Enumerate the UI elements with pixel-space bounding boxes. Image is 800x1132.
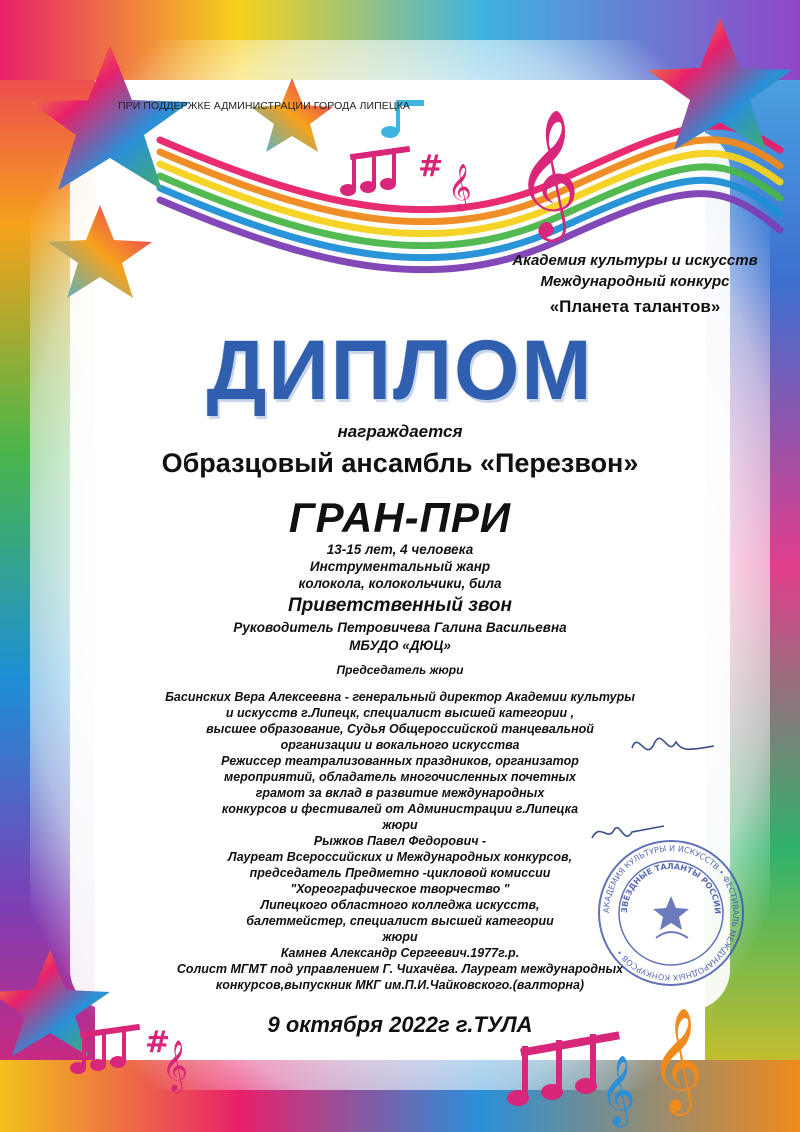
jury-line: Рыжков Павел Федорович - — [313, 834, 487, 848]
treble-clef-icon: 𝄞 — [650, 1007, 704, 1112]
jury-line: Камнев Александр Сергеевич.1977г.р. — [280, 946, 520, 960]
detail-line: Инструментальный жанр — [309, 559, 491, 574]
jury-line: организации и вокального искусства — [280, 738, 520, 752]
piece-title: Приветственный звон — [288, 595, 512, 616]
contest-name: «Планета талантов» — [549, 297, 721, 316]
stamp-emblem-icon — [653, 896, 689, 938]
jury-line: и искусств г.Липецк, специалист высшей категории , — [225, 706, 575, 720]
organizer-academy: Академия культуры и искусств — [512, 252, 758, 269]
stamp-seal — [596, 838, 746, 988]
award-title: ГРАН-ПРИ — [288, 494, 512, 541]
diploma-title: ДИПЛОМ — [206, 323, 594, 417]
detail-line: 13-15 лет, 4 человека — [326, 542, 474, 557]
treble-clef-icon: 𝄞 — [448, 164, 472, 210]
jury-line: конкурсов,выпускник МКГ им.П.И.Чайковского.(валторна) — [215, 978, 585, 992]
treble-clef-icon: 𝄞 — [515, 108, 581, 236]
jury-line: Лауреат Всероссийских и Международных конкурсов, — [227, 850, 573, 864]
jury-line: Басинских Вера Алексеевна - генеральный директор Академии культуры — [165, 690, 635, 704]
treble-clef-icon: 𝄞 — [162, 1040, 189, 1091]
treble-clef-icon: 𝄞 — [600, 1055, 636, 1125]
awarded-label: награждается — [337, 422, 463, 441]
jury-line: Липецкого областного колледжа искусств, — [260, 898, 540, 912]
jury-line: жюри — [382, 818, 418, 832]
sponsor-line: ПРИ ПОДДЕРЖКЕ АДМИНИСТРАЦИИ ГОРОДА ЛИПЕЦКА — [118, 100, 411, 112]
jury-line: "Хореографическое творчество " — [290, 882, 510, 896]
leader-line: Руководитель Петровичева Галина Васильевна — [233, 620, 567, 635]
jury-line: конкурсов и фестивалей от Администрации г.Липецка — [221, 802, 579, 816]
jury-line: жюри — [382, 930, 418, 944]
signature-icon — [628, 728, 718, 768]
jury-line: Солист МГМТ под управлением Г. Чихачёва. Лауреат международных — [176, 962, 624, 976]
detail-line: колокола, колокольчики, била — [298, 576, 502, 591]
jury-line: председатель Предметно -цикловой комиссии — [249, 866, 551, 880]
date-place: 9 октября 2022г г.ТУЛА — [267, 1012, 533, 1037]
jury-line: Режиссер театрализованных праздников, организатор — [221, 754, 579, 768]
jury-line: мероприятий, обладатель многочисленных почетных — [223, 770, 577, 784]
school-line: МБУДО «ДЮЦ» — [349, 638, 451, 653]
stamp-inner-text: ЗВЁЗДНЫЕ ТАЛАНТЫ РОССИИ — [619, 861, 723, 915]
jury-line: высшее образование, Судья Общероссийской танцевальной — [206, 722, 594, 736]
sharp-icon: # — [145, 1025, 171, 1060]
organizer-contest-type: Международный конкурс — [540, 273, 730, 290]
jury-line: грамот за вклад в развитие международных — [255, 786, 545, 800]
sharp-icon: # — [418, 149, 444, 184]
jury-line: балетмейстер, специалист высшей категории — [246, 914, 554, 928]
recipient-name: Образцовый ансамбль «Перезвон» — [161, 448, 639, 478]
jury-chair-label: Председатель жюри — [336, 663, 464, 677]
stamp-outer-text: АКАДЕМИЯ КУЛЬТУРЫ И ИСКУССТВ • ФЕСТИВАЛЬ МЕЖДУНАРОДНЫХ КОНКУРСОВ • — [601, 843, 741, 983]
